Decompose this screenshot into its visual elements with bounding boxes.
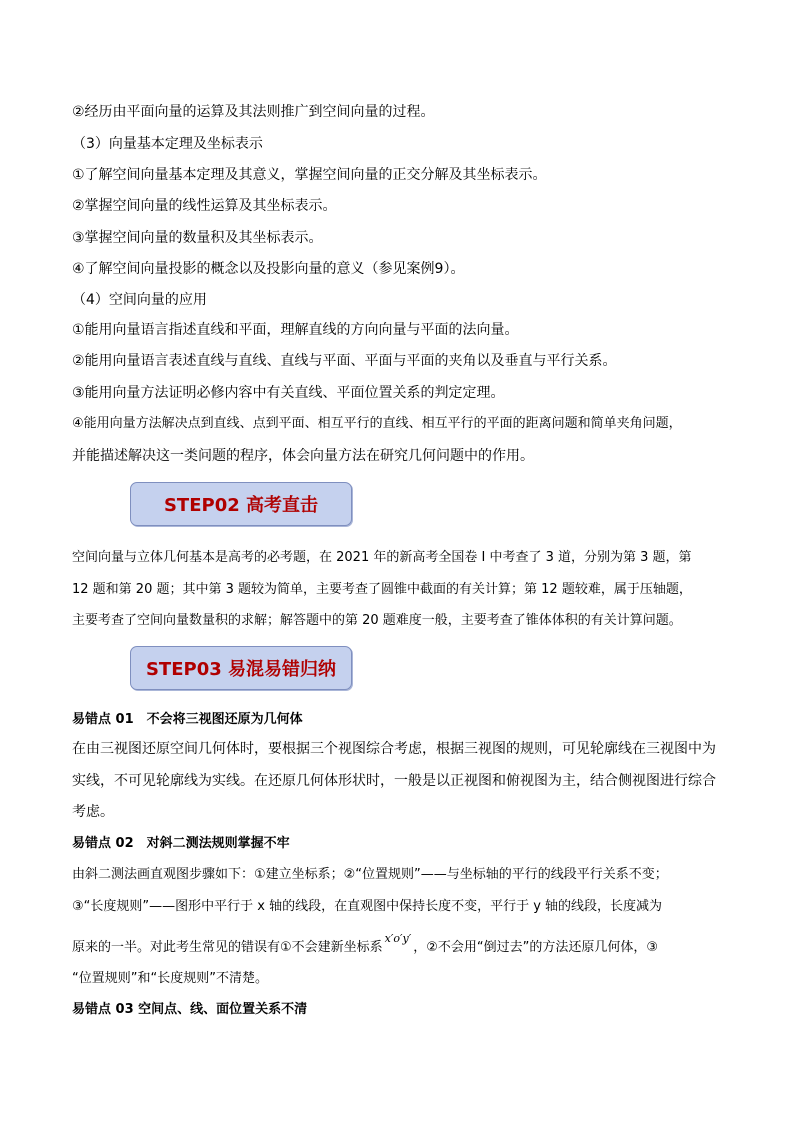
paragraph-line bbox=[72, 932, 732, 958]
paragraph-line: 主要考查了空间向量数量积的求解；解答题中的第 20 题难度一般，主要考查了锥体体积的有关计算问题。 bbox=[72, 613, 682, 628]
objective-line: ③掌握空间向量的数量积及其坐标表示。 bbox=[72, 230, 323, 246]
paragraph-line: 实线，不可见轮廓线为实线。在还原几何体形状时，一般是以正视图和俯视图为主，结合侧视图进行综合 bbox=[72, 773, 716, 789]
objective-line: ④能用向量方法解决点到直线、点到平面、相互平行的直线、相互平行的平面的距离问题和简单夹角问题， bbox=[72, 416, 682, 431]
paragraph-line: “位置规则”和“长度规则”不清楚。 bbox=[72, 971, 268, 986]
step03-banner: STEP03 易混易错归纳 bbox=[130, 646, 352, 690]
section-heading: （4）空间向量的应用 bbox=[72, 292, 207, 308]
paragraph-text: 原来的一半。对此考生常见的错误有①不会建新坐标系 bbox=[72, 940, 383, 955]
section-heading: （3）向量基本定理及坐标表示 bbox=[72, 136, 263, 152]
objective-line: ①了解空间向量基本定理及其意义，掌握空间向量的正交分解及其坐标表示。 bbox=[72, 167, 547, 183]
step02-banner: STEP02 高考直击 bbox=[130, 482, 352, 526]
error-point-title: 易错点 02 对斜二测法规则掌握不牢 bbox=[72, 836, 290, 851]
coordinate-system-formula: x′o′y′ bbox=[384, 932, 412, 945]
objective-line: ②经历由平面向量的运算及其法则推广到空间向量的过程。 bbox=[72, 104, 435, 120]
objective-line: 并能描述解决这一类问题的程序，体会向量方法在研究几何问题中的作用。 bbox=[72, 448, 534, 464]
paragraph-line: 考虑。 bbox=[72, 804, 114, 820]
paragraph-line: ③“长度规则”——图形中平行于 x 轴的线段，在直观图中保持长度不变，平行于 y 轴的线段，长度减为 bbox=[72, 899, 663, 914]
error-point-title: 易错点 03 空间点、线、面位置关系不清 bbox=[72, 1002, 308, 1017]
paragraph-line: 由斜二测法画直观图步骤如下：①建立坐标系；②“位置规则”——与坐标轴的平行的线段平行关系不变； bbox=[72, 867, 668, 882]
objective-line: ②掌握空间向量的线性运算及其坐标表示。 bbox=[72, 198, 337, 214]
objective-line: ④了解空间向量投影的概念以及投影向量的意义（参见案例9）。 bbox=[72, 261, 465, 277]
objective-line: ②能用向量语言表述直线与直线、直线与平面、平面与平面的夹角以及垂直与平行关系。 bbox=[72, 353, 617, 369]
objective-line: ①能用向量语言指述直线和平面，理解直线的方向向量与平面的法向量。 bbox=[72, 322, 519, 338]
paragraph-line: 在由三视图还原空间几何体时，要根据三个视图综合考虑，根据三视图的规则，可见轮廓线在三视图中为 bbox=[72, 741, 716, 757]
paragraph-text: ，②不会用“倒过去”的方法还原几何体，③ bbox=[413, 940, 658, 955]
error-point-title: 易错点 01 不会将三视图还原为几何体 bbox=[72, 712, 303, 727]
paragraph-line: 空间向量与立体几何基本是高考的必考题，在 2021 年的新高考全国卷 I 中考查了 3 道，分别为第 3 题，第 bbox=[72, 550, 692, 565]
paragraph-line: 12 题和第 20 题；其中第 3 题较为简单，主要考查了圆锥中截面的有关计算；第 12 题较难，属于压轴题， bbox=[72, 582, 692, 597]
objective-line: ③能用向量方法证明必修内容中有关直线、平面位置关系的判定定理。 bbox=[72, 385, 505, 401]
